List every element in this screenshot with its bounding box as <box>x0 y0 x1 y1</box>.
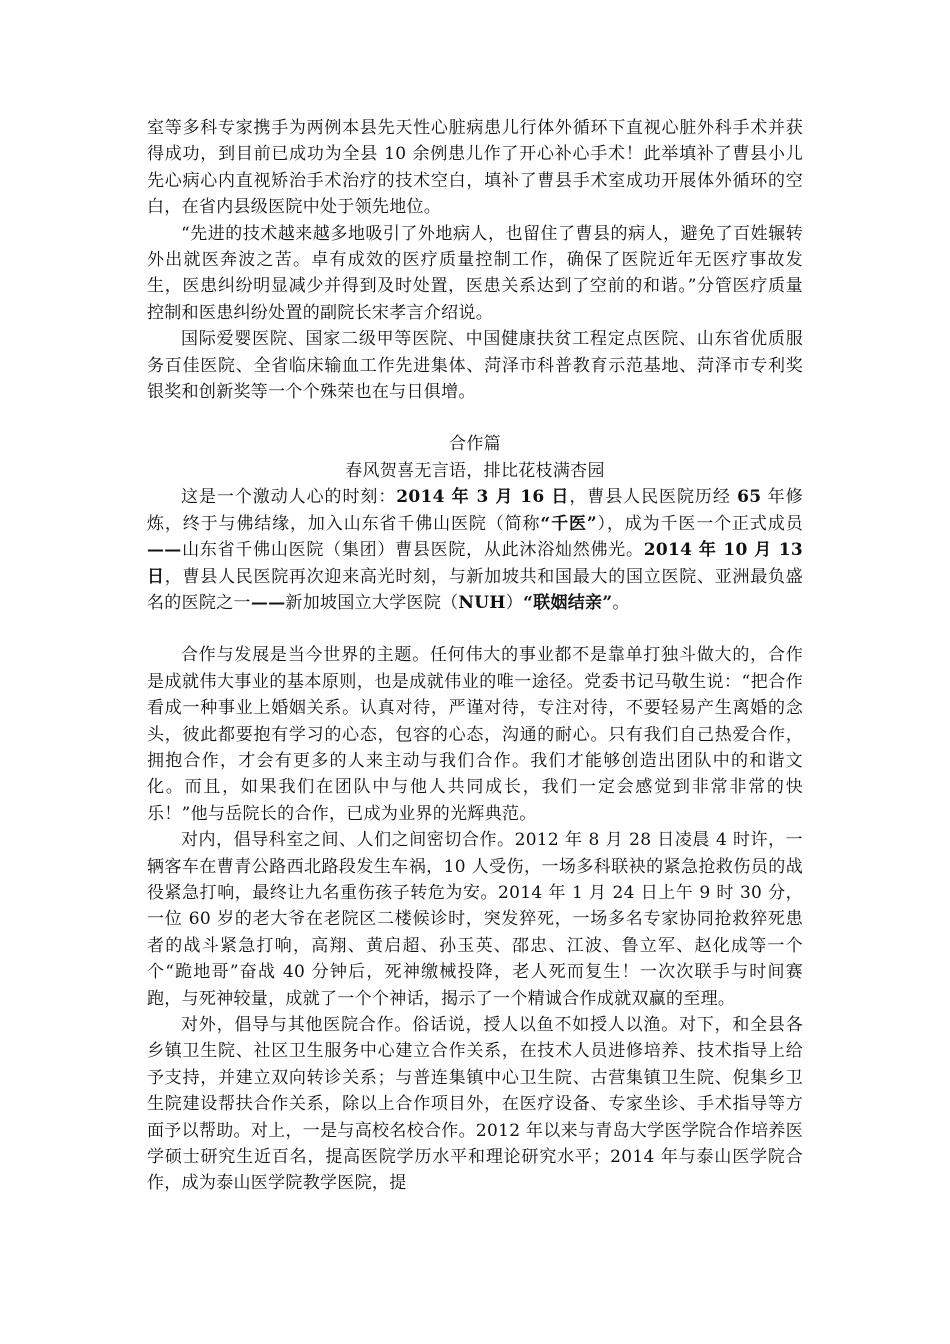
paragraph-honors: 国际爱婴医院、国家二级甲等医院、中国健康扶贫工程定点医院、山东省优质服务百佳医院、全省临床输血工作先进集体、菏泽市科普教育示范基地、菏泽市专利奖银奖和创新奖等一个个殊荣也在与日俱增。 <box>147 329 803 403</box>
paragraph-cooperation-intro: 这是一个激动人心的时刻：2014 年 3 月 16 日，曹县人民医院历经 65 年修炼，终于与佛结缘，加入山东省千佛山医院（简称“千医”），成为千医一个正式成员——山东省千佛山医院（集团）曹县医院，从此沐浴灿然佛光。2014 年 10 月 13 日，曹县人民医院再次迎来高光时刻，与新加坡共和国最大的国立医院、亚洲最负盛名的医院之一——新加坡国立大学医院（NUH）“联姻结亲”。 <box>147 487 803 613</box>
paragraph-external-cooperation: 对外，倡导与其他医院合作。俗话说，授人以鱼不如授人以渔。对下，和全县各乡镇卫生院、社区卫生服务中心建立合作关系，在技术人员进修培养、技术指导上给予支持，并建立双向转诊关系；与普连集镇中心卫生院、古营集镇卫生院、倪集乡卫生院建设帮扶合作关系，除以上合作项目外，在医疗设备、专家坐诊、手术指导等方面予以帮助。对上，一是与高校名校合作。2012 年以来与青岛大学医学院合作培养医学硕士研究生近百名，提高医院学历水平和理论研究水平；2014 年与泰山医学院合作，成为泰山医学院教学医院，提 <box>147 1015 803 1194</box>
paragraph-quality-control-quote: “先进的技术越来越多地吸引了外地病人，也留住了曹县的病人，避免了百姓辗转外出就医奔波之苦。卓有成效的医疗质量控制工作，确保了医院近年无医疗事故发生，医患纠纷明显减少并得到及时处置，医患关系达到了空前的和谐。”分管医疗质量控制和医患纠纷处置的副院长宋孝言介绍说。 <box>147 223 803 323</box>
section-title: 合作篇 <box>449 434 501 455</box>
paragraph-spacer <box>147 616 803 642</box>
paragraph-internal-cooperation: 对内，倡导科室之间、人们之间密切合作。2012 年 8 月 28 日凌晨 4 时许，一辆客车在曹青公路西北路段发生车祸，10 人受伤，一场多科联袂的紧急抢救伤员的战役紧急打响，最终让九名重伤孩子转危为安。2014 年 1 月 24 日上午 9 时 30 分，一位 60 岁的老大爷在老院区二楼候诊时，突发猝死，一场多名专家协同抢救猝死患者的战斗紧急打响，高翔、黄启超、孙玉英、邵忠、江波、鲁立军、赵化成等一个个“跪地哥”奋战 40 分钟后，死神缴械投降，老人死而复生！一次次联手与时间赛跑，与死神较量，成就了一个个神话，揭示了一个精诚合作成就双赢的至理。 <box>147 830 803 1009</box>
paragraph-surgery-achievement: 室等多科专家携手为两例本县先天性心脏病患儿行体外循环下直视心脏外科手术并获得成功，到目前已成功为全县 10 余例患儿作了开心补心手术！此举填补了曹县小儿先心病心内直视矫治手术治疗的技术空白，填补了曹县手术室成功开展体外循环的空白，在省内县级医院中处于领先地位。 <box>147 118 803 218</box>
paragraph-cooperation-principle: 合作与发展是当今世界的主题。任何伟大的事业都不是靠单打独斗做大的，合作是成就伟大事业的基本原则，也是成就伟业的唯一途径。党委书记马敬生说：“把合作看成一种事业上婚姻关系。认真对待，严谨对待，专注对待，不要轻易产生离婚的念头，彼此都要抱有学习的心态，包容的心态，沟通的耐心。只有我们自己热爱合作，拥抱合作，才会有更多的人来主动与我们合作。我们才能够创造出团队中的和谐文化。而且，如果我们在团队中与他人共同成长，我们一定会感觉到非常非常的快乐！”他与岳院长的合作，已成为业界的光辉典范。 <box>147 645 803 824</box>
section-spacer <box>147 405 803 431</box>
document-page <box>147 115 803 1197</box>
section-subtitle: 春风贺喜无言语，排比花枝满杏园 <box>345 460 605 481</box>
